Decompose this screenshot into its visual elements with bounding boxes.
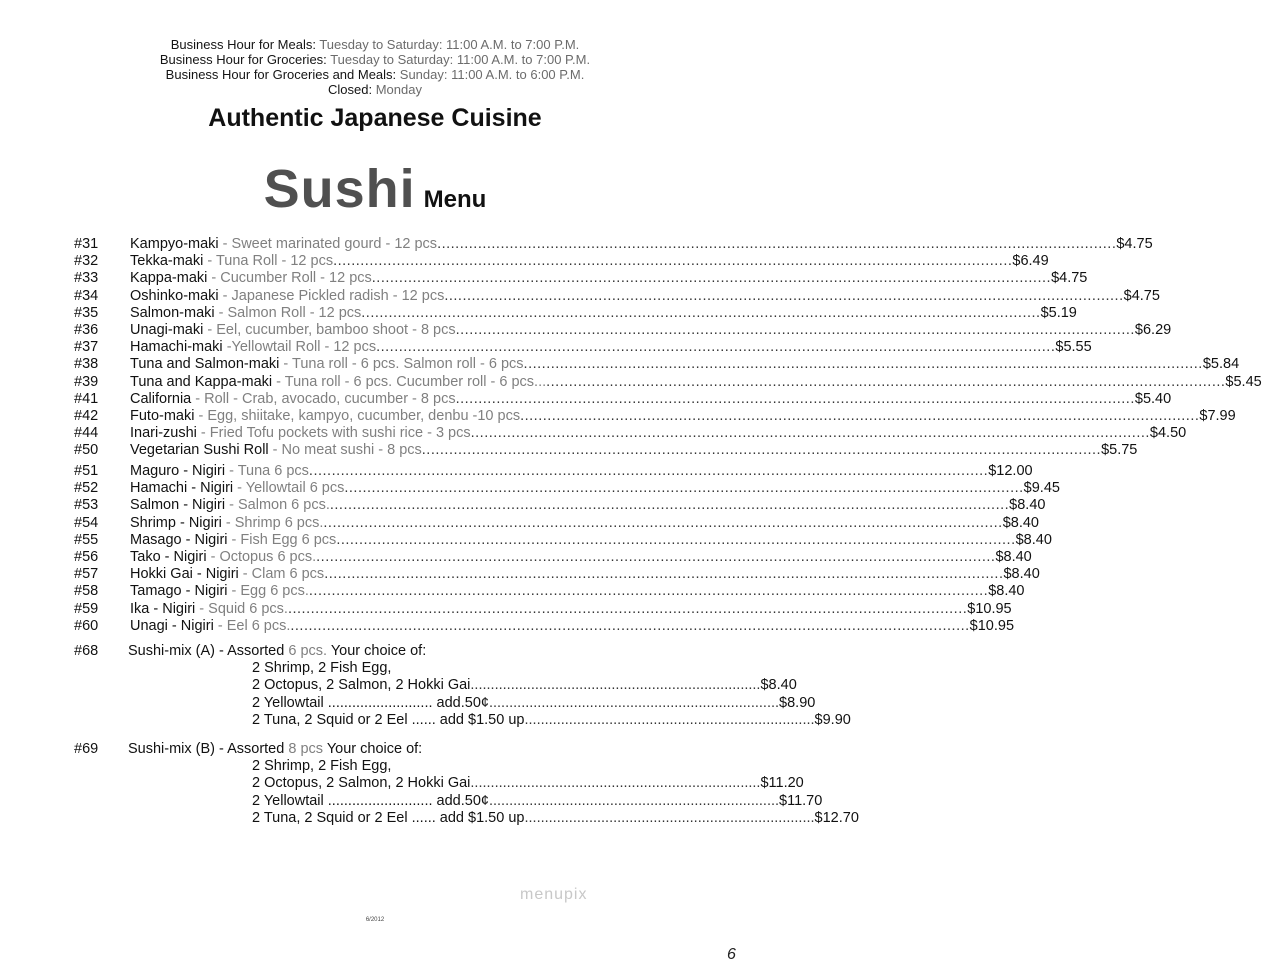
item-number: #31 — [74, 236, 99, 252]
item-price: $5.19 — [1040, 304, 1077, 321]
item-price: $5.75 — [1101, 442, 1138, 459]
leader-dots: ...................................................................................................................................................... — [323, 514, 1003, 531]
item-number: #35 — [74, 304, 99, 321]
item-number: #51 — [74, 463, 99, 479]
item-text — [130, 253, 333, 270]
item-description: Salmon Roll - 12 pcs — [227, 304, 362, 321]
item-description: Sweet marinated gourd - 12 pcs — [231, 236, 438, 252]
item-price: $8.40 — [1015, 531, 1052, 548]
leader-dots: ........................................................................ — [524, 711, 815, 728]
item-separator: - — [227, 531, 241, 548]
item-description: Octopus 6 pcs. — [219, 548, 317, 565]
item-separator: - — [218, 287, 232, 304]
item-text — [130, 391, 456, 408]
mix-option-text: 2 Shrimp, 2 Fish Egg, — [252, 758, 392, 775]
item-name: Tuna and Salmon-maki — [130, 356, 280, 373]
mix-label: Sushi-mix (B) - Assorted — [128, 741, 285, 757]
item-number: #32 — [74, 253, 99, 270]
item-number: #36 — [74, 321, 99, 338]
mix-option-price: $8.40 — [760, 677, 797, 694]
item-name: Vegetarian Sushi Roll — [130, 442, 269, 459]
item-line — [130, 480, 1060, 497]
mix-option — [252, 711, 851, 729]
item-text — [130, 236, 437, 253]
item-number: #33 — [74, 270, 99, 287]
item-name: Unagi - Nigiri — [130, 617, 214, 634]
item-separator: - — [207, 270, 221, 287]
item-price: $4.75 — [1123, 287, 1160, 304]
item-price: $5.55 — [1055, 339, 1092, 356]
item-line — [130, 321, 1172, 339]
item-price: $6.49 — [1012, 253, 1049, 270]
mix-option-text: 2 Tuna, 2 Squid or 2 Eel ...... add $1.50 up — [252, 711, 525, 728]
item-line — [130, 463, 1033, 480]
item-number: #56 — [74, 548, 99, 565]
mix-option — [252, 809, 859, 827]
item-separator: - — [218, 236, 232, 252]
item-price: $10.95 — [967, 600, 1012, 617]
item-number: #59 — [74, 600, 99, 617]
item-name: Salmon-maki — [130, 304, 215, 321]
leader-dots: ...................................................................................................................................................... — [520, 407, 1200, 424]
leader-dots: ........................................................................ — [524, 809, 815, 826]
menu-item — [74, 339, 1092, 356]
item-text — [130, 463, 309, 480]
item-name: Salmon - Nigiri — [130, 497, 226, 514]
mix-qty: 6 pcs. — [288, 643, 328, 659]
menu-title-suffix: Menu — [423, 186, 487, 213]
mix-label-line — [128, 741, 422, 758]
item-line — [130, 583, 1025, 600]
hours-line: Business Hour for Groceries: Tuesday to Saturday: 11:00 A.M. to 7:00 P.M. — [159, 52, 591, 67]
item-number: #37 — [74, 339, 99, 356]
item-number: #52 — [74, 480, 99, 497]
menu-item — [74, 583, 1025, 600]
item-separator: - — [233, 480, 246, 497]
item-number: #58 — [74, 583, 99, 600]
item-price: $6.29 — [1134, 321, 1172, 338]
menu-item — [74, 531, 1052, 549]
item-line — [130, 390, 1172, 408]
item-separator: - — [222, 339, 232, 356]
mix-option — [252, 775, 804, 792]
item-text — [130, 515, 323, 532]
item-name: Masago - Nigiri — [130, 531, 228, 548]
item-number: #39 — [74, 373, 99, 390]
item-text — [130, 339, 376, 356]
date-footnote: 6/2012 — [365, 917, 385, 923]
item-separator: - — [225, 463, 238, 479]
item-description: Cucumber Roll - 12 pcs — [220, 270, 372, 287]
item-name: Kampyo-maki — [130, 236, 219, 252]
item-text — [130, 305, 361, 322]
item-description: Tuna roll - 6 pcs. Cucumber roll - 6 pcs... — [284, 373, 547, 390]
mix-option-text: 2 Yellowtail .......................... add.50¢ — [252, 792, 489, 809]
item-text — [130, 566, 324, 583]
item-separator: - — [268, 442, 282, 459]
rolls-list — [74, 236, 1262, 459]
leader-dots: ...................................................................................................................................................... — [376, 339, 1056, 356]
menu-item — [74, 407, 1236, 425]
cuisine-heading: Authentic Japanese Cuisine — [208, 104, 542, 132]
item-name: Unagi-maki — [130, 321, 204, 338]
item-number: #41 — [74, 390, 99, 407]
item-line — [130, 339, 1092, 356]
item-number: #50 — [74, 442, 99, 459]
item-line — [130, 253, 1049, 270]
item-description: Roll - Crab, avocado, cucumber - 8 pcs — [204, 390, 456, 407]
mix-choice: Your choice of: — [326, 741, 423, 757]
item-text — [130, 322, 456, 339]
menu-item — [74, 425, 1187, 442]
item-name: Ika - Nigiri — [130, 600, 196, 617]
mix-option — [252, 677, 797, 694]
item-line — [130, 566, 1040, 583]
item-line — [130, 373, 1262, 391]
item-separator: - — [213, 617, 227, 634]
nigiri-list — [74, 463, 1060, 635]
item-number: #53 — [74, 497, 99, 514]
leader-dots: ...................................................................................................................................................... — [336, 531, 1016, 548]
menu-item — [74, 390, 1172, 408]
item-description: Tuna roll - 6 pcs. Salmon roll - 6 pcs — [292, 356, 524, 373]
watermark-logo: menupix — [520, 886, 588, 903]
menu-item — [74, 321, 1172, 339]
sushi-mix-a — [74, 643, 851, 729]
item-text — [130, 583, 309, 600]
mix-label-line — [128, 643, 426, 660]
item-description: Clam 6 pcs — [251, 566, 325, 583]
item-price: $8.40 — [1009, 497, 1046, 514]
mix-option — [252, 792, 823, 810]
item-name: Futo-maki — [130, 407, 195, 424]
item-line — [130, 287, 1160, 305]
menu-item — [74, 566, 1040, 583]
item-number: #55 — [74, 531, 99, 548]
leader-dots: ...................................................................................................................................................... — [316, 548, 996, 565]
menu-item — [74, 356, 1240, 373]
item-text — [130, 356, 524, 373]
mix-option-price: $11.70 — [779, 792, 823, 809]
menu-item — [74, 253, 1049, 270]
item-name: Tekka-maki — [130, 253, 204, 270]
item-text — [130, 497, 330, 514]
item-price: $10.95 — [969, 617, 1015, 634]
item-description: Egg 6 pcs. — [240, 583, 309, 600]
item-separator: - — [227, 583, 241, 600]
item-name: Inari-zushi — [130, 425, 197, 442]
item-line — [130, 497, 1046, 514]
item-price: $5.84 — [1202, 356, 1240, 373]
leader-dots: ...................................................................................................................................................... — [290, 617, 970, 634]
item-number: #54 — [74, 514, 99, 531]
item-text — [130, 549, 316, 566]
item-separator: - — [238, 566, 252, 583]
item-price: $8.40 — [1002, 514, 1039, 531]
item-line — [130, 514, 1039, 532]
item-separator: - — [206, 548, 220, 565]
mix-option-text: 2 Yellowtail .......................... add.50¢ — [252, 694, 489, 711]
item-description: No meat sushi - 8 pcs — [281, 442, 422, 459]
item-description: Tuna 6 pcs — [237, 463, 309, 479]
item-name: Tuna and Kappa-maki — [130, 373, 273, 390]
item-text — [130, 532, 336, 549]
mix-option — [252, 758, 684, 775]
menu-item — [74, 514, 1039, 532]
leader-dots: ...................................................................................................................................................... — [444, 287, 1124, 304]
item-number: #34 — [74, 287, 99, 304]
item-text — [130, 408, 520, 425]
leader-dots: ...................................................................................................................................................... — [287, 600, 968, 617]
mix-option-text: 2 Octopus, 2 Salmon, 2 Hokki Gai — [252, 677, 471, 694]
leader-dots: ........................................................................ — [488, 792, 780, 809]
item-number: #42 — [74, 407, 99, 424]
mix-option-price: $8.90 — [779, 694, 816, 711]
sushi-mix-b — [74, 741, 859, 827]
item-name: Hamachi - Nigiri — [130, 480, 234, 497]
menu-item — [74, 463, 1033, 480]
leader-dots: ...................................................................................................................................................... — [333, 253, 1013, 270]
mix-option-price: $12.70 — [814, 809, 859, 826]
item-name: Maguro - Nigiri — [130, 463, 226, 479]
mix-option-price: $11.20 — [760, 775, 804, 792]
item-price: $4.75 — [1051, 270, 1088, 287]
menu-item — [74, 480, 1060, 497]
mix-option-price: $9.90 — [814, 711, 851, 728]
item-number: #57 — [74, 566, 99, 583]
item-price: $7.99 — [1199, 407, 1236, 424]
item-description: Fish Egg 6 pcs — [240, 531, 337, 548]
mix-option-text: 2 Octopus, 2 Salmon, 2 Hokki Gai — [252, 775, 471, 792]
item-separator: - — [194, 407, 208, 424]
menu-item — [74, 270, 1088, 287]
item-name: Oshinko-maki — [130, 287, 219, 304]
item-price: $8.40 — [1003, 566, 1040, 583]
item-price: $4.50 — [1149, 425, 1187, 442]
menu-title-main: Sushi — [263, 159, 416, 219]
item-separator: - — [203, 321, 217, 338]
menu-item — [74, 373, 1262, 391]
item-price: $8.40 — [988, 583, 1025, 600]
item-price: $9.45 — [1023, 480, 1060, 497]
leader-dots: ...................................................................................................................................................... — [308, 583, 989, 600]
mix-option-text: 2 Shrimp, 2 Fish Egg, — [252, 660, 392, 677]
item-separator: - — [272, 373, 285, 390]
item-price: $8.40 — [995, 548, 1032, 565]
item-text — [130, 270, 372, 287]
menu-item — [74, 304, 1077, 322]
mix-header — [74, 643, 684, 660]
leader-dots: ........................................................................ — [470, 775, 761, 792]
item-number: #44 — [74, 425, 99, 442]
mix-option — [252, 660, 684, 677]
mix-header — [74, 741, 684, 758]
item-line — [130, 531, 1052, 549]
item-description: Squid 6 pcs. — [208, 600, 288, 617]
item-number: #60 — [74, 617, 99, 634]
leader-dots: ...................................................................................................................................................... — [361, 304, 1041, 321]
mix-option — [252, 694, 816, 712]
item-text — [130, 374, 546, 391]
item-name: California — [130, 390, 192, 407]
mix-qty: 8 pcs — [288, 741, 324, 757]
item-description: Egg, shiitake, kampyo, cucumber, denbu -10 pcs — [207, 407, 521, 424]
item-description: Japanese Pickled radish - 12 pcs — [231, 287, 445, 304]
leader-dots: ...................................................................................................................................................... — [324, 566, 1004, 583]
item-separator: - — [279, 356, 292, 373]
leader-dots: ...................................................................................................................................................... — [455, 321, 1135, 338]
item-description: Shrimp 6 pcs. — [234, 514, 324, 531]
item-separator: - — [221, 514, 235, 531]
leader-dots: ...................................................................................................................................................... — [437, 236, 1117, 252]
menu-item — [74, 617, 1015, 635]
item-separator: - — [203, 253, 216, 270]
menu-item — [74, 600, 1012, 618]
item-line — [130, 600, 1012, 618]
menu-item — [74, 287, 1160, 305]
item-description: Yellowtail 6 pcs — [245, 480, 345, 497]
leader-dots: ...................................................................................................................................................... — [421, 442, 1102, 459]
item-separator: - — [225, 497, 238, 514]
business-hours — [0, 37, 750, 97]
leader-dots: ...................................................................................................................................................... — [308, 463, 989, 479]
item-line — [130, 442, 1138, 459]
item-description: Eel 6 pcs. — [226, 617, 291, 634]
item-number: #68 — [74, 643, 99, 659]
hours-line: Closed: Monday — [328, 82, 422, 97]
leader-dots: ...................................................................................................................................................... — [523, 356, 1203, 373]
item-name: Hokki Gai - Nigiri — [130, 566, 239, 583]
item-text — [130, 618, 290, 635]
item-number: #38 — [74, 356, 99, 373]
hours-line: Business Hour for Meals: Tuesday to Saturday: 11:00 A.M. to 7:00 P.M. — [170, 37, 580, 52]
item-description: Eel, cucumber, bamboo shoot - 8 pcs — [216, 321, 456, 338]
item-line — [130, 304, 1077, 322]
item-line — [130, 407, 1236, 425]
leader-dots: ...................................................................................................................................................... — [329, 497, 1010, 514]
item-description: Salmon 6 pcs. — [237, 497, 330, 514]
menu-item — [74, 236, 1153, 253]
item-name: Tako - Nigiri — [130, 548, 207, 565]
item-description: Tuna Roll - 12 pcs — [215, 253, 334, 270]
item-separator: - — [196, 425, 210, 442]
menu-title — [0, 158, 750, 220]
item-text — [130, 442, 422, 459]
leader-dots: ...................................................................................................................................................... — [470, 425, 1150, 442]
item-number: #69 — [74, 741, 99, 757]
item-line — [130, 236, 1153, 253]
item-line — [130, 617, 1015, 635]
mix-option-text: 2 Tuna, 2 Squid or 2 Eel ...... add $1.50 up — [252, 809, 525, 826]
item-name: Kappa-maki — [130, 270, 208, 287]
leader-dots: ...................................................................................................................................................... — [455, 390, 1135, 407]
item-separator: - — [191, 390, 205, 407]
menu-item — [74, 548, 1032, 566]
hours-line: Business Hour for Groceries and Meals: Sunday: 11:00 A.M. to 6:00 P.M. — [165, 67, 585, 82]
mix-choice: Your choice of: — [330, 643, 427, 659]
item-text — [130, 288, 444, 305]
item-price: $12.00 — [988, 463, 1033, 479]
item-separator: - — [195, 600, 209, 617]
item-line — [130, 548, 1032, 566]
item-name: Shrimp - Nigiri — [130, 514, 222, 531]
leader-dots: ...................................................................................................................................................... — [546, 373, 1226, 390]
leader-dots: ........................................................................ — [470, 677, 761, 694]
menu-item — [74, 442, 1138, 459]
item-price: $5.45 — [1225, 373, 1262, 390]
item-name: Tamago - Nigiri — [130, 583, 228, 600]
item-price: $4.75 — [1116, 236, 1153, 252]
item-description: Fried Tofu pockets with sushi rice - 3 pcs — [209, 425, 471, 442]
item-text — [130, 425, 471, 442]
leader-dots: ...................................................................................................................................................... — [344, 480, 1024, 497]
item-text — [130, 601, 288, 618]
page-number: 6 — [727, 946, 736, 963]
mix-label: Sushi-mix (A) - Assorted — [128, 643, 285, 659]
item-line — [130, 356, 1240, 373]
leader-dots: ...................................................................................................................................................... — [371, 270, 1052, 287]
item-line — [130, 425, 1187, 442]
item-name: Hamachi-maki — [130, 339, 223, 356]
item-line — [130, 270, 1088, 287]
item-text — [130, 480, 344, 497]
menu-item — [74, 497, 1046, 514]
item-price: $5.40 — [1134, 390, 1172, 407]
leader-dots: ........................................................................ — [488, 694, 780, 711]
item-description: Yellowtail Roll - 12 pcs — [231, 339, 377, 356]
item-separator: - — [214, 304, 228, 321]
